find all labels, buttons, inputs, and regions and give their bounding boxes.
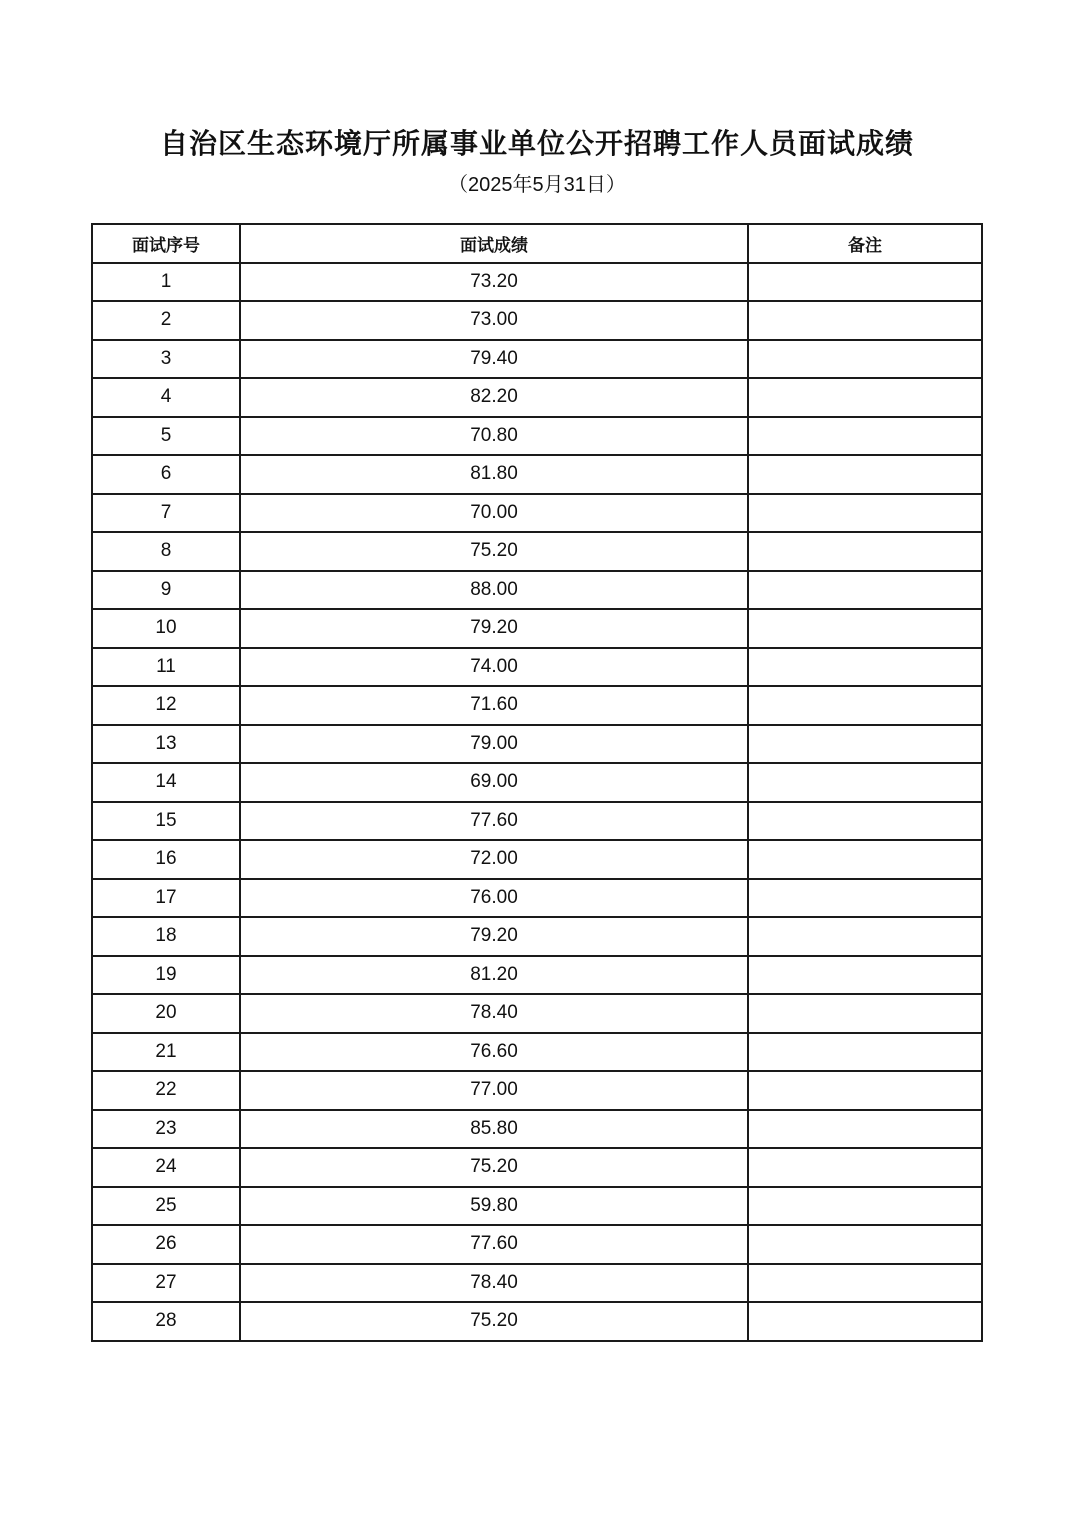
table-row xyxy=(92,648,982,687)
interview-score-cell: 79.40 xyxy=(240,340,748,379)
interview-number-cell: 6 xyxy=(92,455,240,494)
table-row xyxy=(92,1148,982,1187)
table-row xyxy=(92,378,982,417)
table-row xyxy=(92,301,982,340)
interview-score-cell: 74.00 xyxy=(240,648,748,687)
remarks-cell xyxy=(748,917,982,956)
remarks-cell xyxy=(748,1225,982,1264)
remarks-cell xyxy=(748,994,982,1033)
remarks-cell xyxy=(748,301,982,340)
document-title: 自治区生态环境厅所属事业单位公开招聘工作人员面试成绩 xyxy=(159,127,914,160)
remarks-cell xyxy=(748,609,982,648)
table-row xyxy=(92,879,982,918)
remarks-cell xyxy=(748,1148,982,1187)
remarks-cell xyxy=(748,1033,982,1072)
remarks-cell xyxy=(748,648,982,687)
table-row xyxy=(92,571,982,610)
table-row xyxy=(92,917,982,956)
table-row xyxy=(92,494,982,533)
remarks-cell xyxy=(748,417,982,456)
remarks-cell xyxy=(748,1264,982,1303)
table-row xyxy=(92,1033,982,1072)
interview-score-cell: 78.40 xyxy=(240,994,748,1033)
remarks-cell xyxy=(748,879,982,918)
interview-score-cell: 81.80 xyxy=(240,455,748,494)
interview-score-cell: 73.20 xyxy=(240,263,748,302)
remarks-cell xyxy=(748,571,982,610)
interview-number-cell: 28 xyxy=(92,1302,240,1341)
interview-score-cell: 75.20 xyxy=(240,532,748,571)
interview-score-cell: 70.00 xyxy=(240,494,748,533)
interview-number-cell: 25 xyxy=(92,1187,240,1226)
interview-score-cell: 81.20 xyxy=(240,956,748,995)
remarks-cell xyxy=(748,1071,982,1110)
table-body xyxy=(92,263,982,1341)
interview-score-cell: 82.20 xyxy=(240,378,748,417)
table-row xyxy=(92,609,982,648)
remarks-cell xyxy=(748,763,982,802)
interview-score-cell: 79.00 xyxy=(240,725,748,764)
interview-number-cell: 18 xyxy=(92,917,240,956)
interview-number-cell: 12 xyxy=(92,686,240,725)
remarks-cell xyxy=(748,802,982,841)
interview-number-cell: 5 xyxy=(92,417,240,456)
remarks-cell xyxy=(748,1302,982,1341)
interview-score-cell: 72.00 xyxy=(240,840,748,879)
interview-number-cell: 9 xyxy=(92,571,240,610)
table-row xyxy=(92,1187,982,1226)
table-row xyxy=(92,1110,982,1149)
table-row xyxy=(92,725,982,764)
remarks-cell xyxy=(748,840,982,879)
interview-score-cell: 76.00 xyxy=(240,879,748,918)
interview-number-cell: 1 xyxy=(92,263,240,302)
interview-number-cell: 8 xyxy=(92,532,240,571)
interview-number-cell: 27 xyxy=(92,1264,240,1303)
interview-score-cell: 71.60 xyxy=(240,686,748,725)
remarks-cell xyxy=(748,494,982,533)
interview-score-cell: 75.20 xyxy=(240,1302,748,1341)
table-row xyxy=(92,532,982,571)
table-row xyxy=(92,840,982,879)
scores-table xyxy=(91,223,983,1342)
table-row xyxy=(92,1071,982,1110)
table-row xyxy=(92,417,982,456)
interview-number-cell: 2 xyxy=(92,301,240,340)
interview-score-cell: 69.00 xyxy=(240,763,748,802)
interview-number-cell: 21 xyxy=(92,1033,240,1072)
interview-number-cell: 10 xyxy=(92,609,240,648)
interview-score-cell: 77.00 xyxy=(240,1071,748,1110)
remarks-cell xyxy=(748,340,982,379)
interview-number-cell: 3 xyxy=(92,340,240,379)
table-row xyxy=(92,1302,982,1341)
header-interview-number: 面试序号 xyxy=(92,224,240,263)
remarks-cell xyxy=(748,378,982,417)
remarks-cell xyxy=(748,263,982,302)
interview-score-cell: 79.20 xyxy=(240,609,748,648)
interview-number-cell: 4 xyxy=(92,378,240,417)
remarks-cell xyxy=(748,1187,982,1226)
interview-score-cell: 88.00 xyxy=(240,571,748,610)
interview-number-cell: 15 xyxy=(92,802,240,841)
header-remarks: 备注 xyxy=(748,224,982,263)
table-row xyxy=(92,956,982,995)
remarks-cell xyxy=(748,532,982,571)
interview-score-cell: 70.80 xyxy=(240,417,748,456)
remarks-cell xyxy=(748,686,982,725)
interview-number-cell: 20 xyxy=(92,994,240,1033)
interview-number-cell: 24 xyxy=(92,1148,240,1187)
interview-score-cell: 59.80 xyxy=(240,1187,748,1226)
interview-number-cell: 16 xyxy=(92,840,240,879)
interview-number-cell: 22 xyxy=(92,1071,240,1110)
table-row xyxy=(92,802,982,841)
table-row xyxy=(92,994,982,1033)
table-row xyxy=(92,1225,982,1264)
interview-number-cell: 19 xyxy=(92,956,240,995)
table-row xyxy=(92,1264,982,1303)
interview-score-cell: 77.60 xyxy=(240,1225,748,1264)
interview-number-cell: 14 xyxy=(92,763,240,802)
interview-score-cell: 75.20 xyxy=(240,1148,748,1187)
interview-number-cell: 13 xyxy=(92,725,240,764)
interview-score-cell: 77.60 xyxy=(240,802,748,841)
remarks-cell xyxy=(748,455,982,494)
interview-score-cell: 78.40 xyxy=(240,1264,748,1303)
interview-number-cell: 11 xyxy=(92,648,240,687)
interview-score-cell: 76.60 xyxy=(240,1033,748,1072)
document-date: （2025年5月31日） xyxy=(448,174,626,196)
interview-number-cell: 17 xyxy=(92,879,240,918)
remarks-cell xyxy=(748,725,982,764)
interview-score-cell: 73.00 xyxy=(240,301,748,340)
table-row xyxy=(92,763,982,802)
table-row xyxy=(92,686,982,725)
table-row xyxy=(92,455,982,494)
remarks-cell xyxy=(748,1110,982,1149)
remarks-cell xyxy=(748,956,982,995)
interview-number-cell: 23 xyxy=(92,1110,240,1149)
table-row xyxy=(92,263,982,302)
interview-number-cell: 26 xyxy=(92,1225,240,1264)
header-interview-score: 面试成绩 xyxy=(240,224,748,263)
table-row xyxy=(92,340,982,379)
interview-score-cell: 85.80 xyxy=(240,1110,748,1149)
table-header-row xyxy=(92,224,982,263)
interview-number-cell: 7 xyxy=(92,494,240,533)
interview-score-cell: 79.20 xyxy=(240,917,748,956)
